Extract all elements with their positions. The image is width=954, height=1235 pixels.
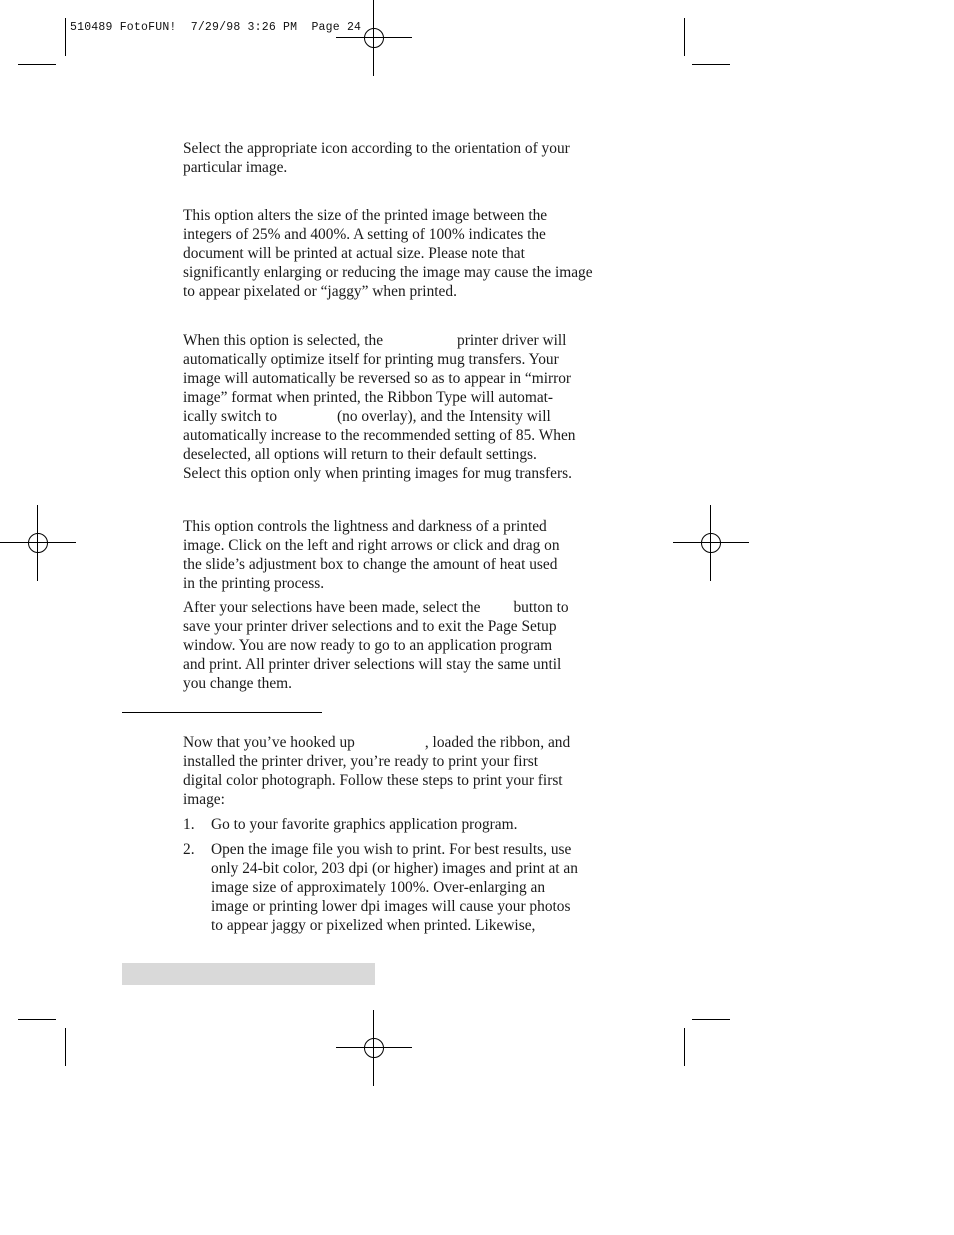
text-line: digital color photograph. Follow these steps to print your first <box>183 772 563 789</box>
text-line: Select this option only when printing images for mug transfers. <box>183 465 572 482</box>
text-line: document will be printed at actual size. Please note that <box>183 245 525 262</box>
text-fragment: Now that you’ve hooked up <box>183 734 355 751</box>
text-line: image” format when printed, the Ribbon Type will automat- <box>183 389 554 406</box>
registration-mark-top <box>336 0 412 76</box>
text-fragment: , loaded the ribbon, and <box>424 734 571 751</box>
text-line <box>183 331 629 350</box>
text-line: This option controls the lightness and darkness of a printed <box>183 518 547 535</box>
printer-slug: 510489 FotoFUN! 7/29/98 3:26 PM Page 24 <box>70 21 362 34</box>
crop-mark <box>18 1019 56 1020</box>
registration-mark-bottom <box>336 1010 412 1086</box>
paragraph-mug-transfer <box>183 331 629 483</box>
paragraph-intensity <box>183 517 629 593</box>
text-line: Open the image file you wish to print. For best results, use <box>211 841 572 858</box>
text-line: to appear jaggy or pixelized when printed. Likewise, <box>211 917 536 934</box>
text-fragment: When this option is selected, the <box>183 332 384 349</box>
crop-mark <box>692 64 730 65</box>
text-line: deselected, all options will return to their default settings. <box>183 446 537 463</box>
footer-shaded-bar <box>122 963 375 985</box>
text-line <box>183 407 629 426</box>
paragraph-scale <box>183 206 629 301</box>
text-fragment: ically switch to <box>183 408 278 425</box>
crop-mark <box>65 18 66 56</box>
text-line: significantly enlarging or reducing the image may cause the image <box>183 264 593 281</box>
text-line: Go to your favorite graphics application program. <box>211 816 518 833</box>
crop-mark <box>684 18 685 56</box>
text-fragment: (no overlay), and the Intensity will <box>337 408 551 425</box>
text-line <box>183 598 629 617</box>
text-line: in the printing process. <box>183 575 325 592</box>
text-line: integers of 25% and 400%. A setting of 100% indicates the <box>183 226 546 243</box>
text-line: only 24-bit color, 203 dpi (or higher) images and print at an <box>211 860 578 877</box>
text-line: image size of approximately 100%. Over-enlarging an <box>211 879 546 896</box>
section-divider <box>122 712 322 713</box>
text-fragment: printer driver will <box>457 332 567 349</box>
text-line: save your printer driver selections and to exit the Page Setup <box>183 618 557 635</box>
text-line: automatically optimize itself for printing mug transfers. Your <box>183 351 559 368</box>
text-line: image or printing lower dpi images will cause your photos <box>211 898 571 915</box>
registration-mark-right <box>673 505 749 581</box>
text-line: window. You are now ready to go to an application program <box>183 637 553 654</box>
paragraph-getting-started <box>183 733 629 809</box>
registration-mark-left <box>0 505 76 581</box>
text-line: and print. All printer driver selections will stay the same until <box>183 656 562 673</box>
paragraph-after-selections <box>183 598 629 693</box>
text-line: the slide’s adjustment box to change the amount of heat used <box>183 556 558 573</box>
text-line: Select the appropriate icon according to the orientation of your <box>183 140 570 157</box>
list-number: 1. <box>183 816 195 833</box>
paragraph-orientation <box>183 139 629 177</box>
text-line: image will automatically be reversed so as to appear in “mirror <box>183 370 572 387</box>
text-line: particular image. <box>183 159 288 176</box>
text-line <box>183 733 629 752</box>
text-fragment: After your selections have been made, select the <box>183 599 481 616</box>
text-line: image: <box>183 791 225 808</box>
text-line: image. Click on the left and right arrows or click and drag on <box>183 537 560 554</box>
text-line: installed the printer driver, you’re ready to print your first <box>183 753 538 770</box>
text-line: This option alters the size of the printed image between the <box>183 207 548 224</box>
text-line: you change them. <box>183 675 292 692</box>
text-line: to appear pixelated or “jaggy” when printed. <box>183 283 457 300</box>
text-fragment: button to <box>513 599 569 616</box>
crop-mark <box>65 1028 66 1066</box>
crop-mark <box>684 1028 685 1066</box>
text-line: automatically increase to the recommended setting of 85. When <box>183 427 576 444</box>
crop-mark <box>692 1019 730 1020</box>
crop-mark <box>18 64 56 65</box>
list-number: 2. <box>183 841 195 858</box>
